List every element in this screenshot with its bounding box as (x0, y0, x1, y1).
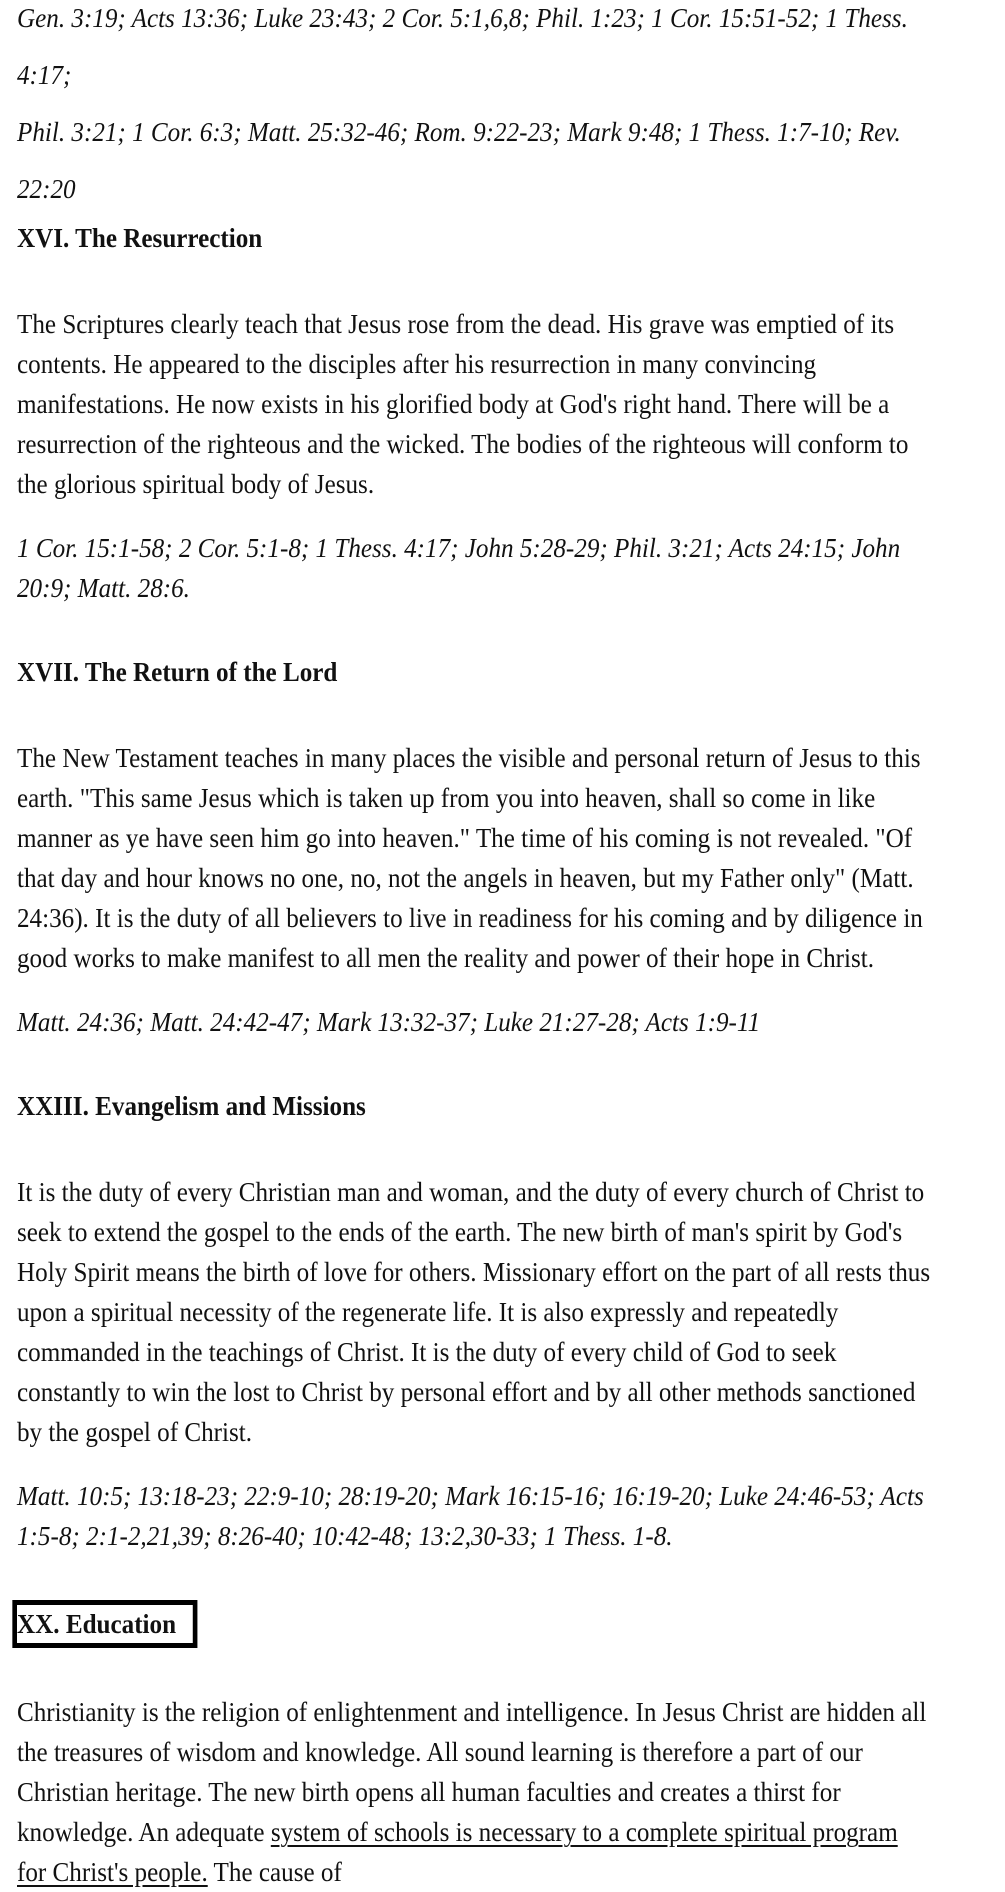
top-scripture-references (17, 0, 933, 218)
document-page (17, 0, 933, 1892)
top-refs-line-2: Phil. 3:21; 1 Cor. 6:3; Matt. 25:32-46; Rom. 9:22-23; Mark 9:48; 1 Thess. 1:7-10; Rev. 22:20 (17, 117, 901, 204)
heading-resurrection: XVI. The Resurrection (17, 223, 263, 253)
body-return-of-the-lord: The New Testament teaches in many places the visible and personal return of Jesus to this earth. "This same Jesus which is taken up from you into heaven, shall so come in like manner as ye have seen him go into heaven." The time of his coming is not revealed. "Of that day and hour knows no one, no, not the angels in heaven, but my Father only" (Matt. 24:36). It is the duty of all believers to live in readiness for his coming and by diligence in good works to make manifest to all men the reality and power of their hope in Christ. (17, 743, 923, 973)
body-education (17, 1692, 933, 1892)
body-education-underlined: system of schools is necessary to a complete spiritual program for Christ's people. (17, 1817, 898, 1887)
highlight-box: XX. Education (12, 1600, 197, 1648)
refs-resurrection: 1 Cor. 15:1-58; 2 Cor. 5:1-8; 1 Thess. 4:17; John 5:28-29; Phil. 3:21; Acts 24:15; John 20:9; Matt. 28:6. (17, 533, 901, 603)
refs-return-of-the-lord: Matt. 24:36; Matt. 24:42-47; Mark 13:32-37; Luke 21:27-28; Acts 1:9-11 (17, 1007, 761, 1037)
body-education-start: Christianity is the religion of enlightenment and intelligence. In Jesus Christ are hidden all the treasures of wisdom and knowledge. All sound learning is therefore a part of our Christian heritage. The new birth opens all human faculties and creates a thirst for knowledge. An adequate (17, 1697, 927, 1847)
heading-evangelism-and-missions: XXIII. Evangelism and Missions (17, 1091, 366, 1121)
heading-education (17, 1600, 933, 1648)
top-refs-line-1: Gen. 3:19; Acts 13:36; Luke 23:43; 2 Cor. 5:1,6,8; Phil. 1:23; 1 Cor. 15:51-52; 1 Thess. 4:17; (17, 3, 908, 90)
body-evangelism-and-missions: It is the duty of every Christian man and woman, and the duty of every church of Christ to seek to extend the gospel to the ends of the earth. The new birth of man's spirit by God's Holy Spirit means the birth of love for others. Missionary effort on the part of all rests thus upon a spiritual necessity of the regenerate life. It is also expressly and repeatedly commanded in the teachings of Christ. It is the duty of every child of God to seek constantly to win the lost to Christ by personal effort and by all other methods sanctioned by the gospel of Christ. (17, 1177, 931, 1447)
heading-return-of-the-lord: XVII. The Return of the Lord (17, 657, 338, 687)
body-resurrection: The Scriptures clearly teach that Jesus rose from the dead. His grave was emptied of its contents. He appeared to the disciples after his resurrection in many convincing manifestations. He now exists in his glorified body at God's right hand. There will be a resurrection of the righteous and the wicked. The bodies of the righteous will conform to the glorious spiritual body of Jesus. (17, 309, 909, 499)
refs-evangelism-and-missions: Matt. 10:5; 13:18-23; 22:9-10; 28:19-20; Mark 16:15-16; 16:19-20; Luke 24:46-53; Acts 1:5-8; 2:1-2,21,39; 8:26-40; 10:42-48; 13:2,30-33; 1 Thess. 1-8. (17, 1481, 924, 1551)
body-education-end: The cause of (207, 1857, 342, 1887)
